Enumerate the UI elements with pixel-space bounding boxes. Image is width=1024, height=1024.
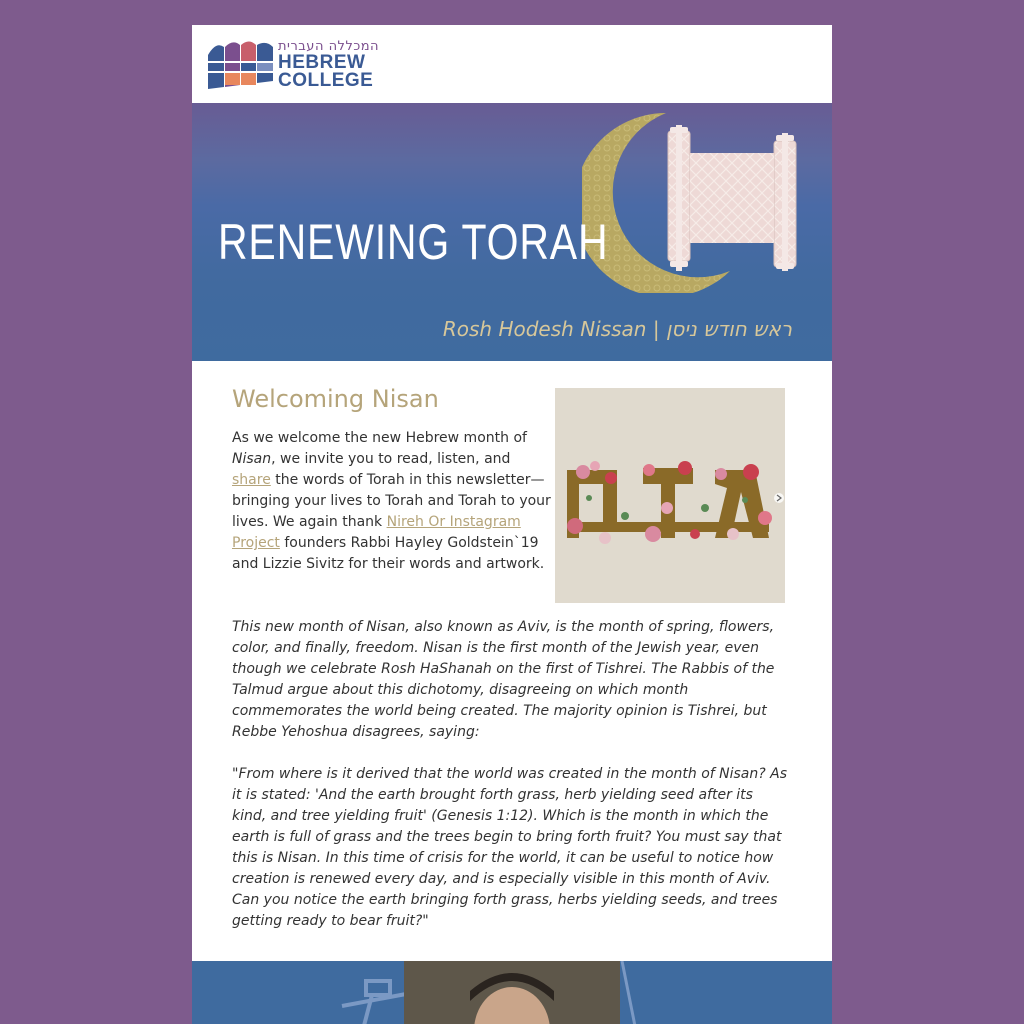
newsletter-sheet	[192, 25, 832, 1024]
intro-text-4: founders Rabbi Hayley Goldstein`19 and Lizzie Sivitz for their words and artwork.	[232, 535, 545, 572]
logo-header	[192, 25, 832, 103]
intro-paragraph	[232, 428, 552, 575]
intro-month: Nisan	[232, 451, 272, 467]
intro-text-3: the words of Torah in this newsletter—bringing your lives to Torah and Torah to your lives. We again thank	[232, 472, 551, 530]
nisan-floral-lettering-icon	[555, 388, 785, 603]
nireh-or-project-link[interactable]: Nireh Or Instagram Project	[232, 514, 521, 551]
intro-text-1: As we welcome the new Hebrew month of	[232, 430, 527, 446]
hebrew-college-logo-icon[interactable]	[208, 41, 274, 89]
logo-line-hebrew: HEBREW	[278, 52, 366, 73]
speaker-portrait	[404, 961, 620, 1024]
next-section-banner	[192, 961, 832, 1024]
share-link[interactable]: share	[232, 472, 271, 488]
moon-and-torah-scroll-icon	[582, 103, 832, 293]
banner-title: RENEWING TORAH	[218, 214, 609, 270]
logo-hebrew-text: המכללה העברית	[278, 39, 380, 54]
paragraph-quote: "From where is it derived that the world was created in the month of Nisan? As it is stated: 'And the earth brought forth grass, herb yielding seed after its kind, and tree yielding fruit' (Genesis 1:12). Which is the month in which the earth is full of grass and the trees begin to bring forth fruit? You must say that this is Nisan. In this time of crisis for the world, it can be useful to notice how creation is renewed every day, and is especially visible in this month of Aviv. Can you notice the earth bringing forth grass, herbs yielding seeds, and trees getting ready to bear fruit?"	[232, 766, 787, 929]
logo-line-college: COLLEGE	[278, 70, 374, 91]
paragraph-nisan-aviv: This new month of Nisan, also known as Aviv, is the month of spring, flowers, color, and finally, freedom. Nisan is the first month of the Jewish year, even though we celebrate Rosh HaShanah on the first of Tishrei. The Rabbis of the Talmud argue about this dichotomy, disagreeing on which month commemorates the world being created. The majority opinion is Tishrei, but Rebbe Yehoshua disagrees, saying:	[232, 619, 775, 740]
article-heading: Welcoming Nisan	[232, 385, 439, 413]
banner	[192, 103, 832, 361]
person-portrait-icon	[404, 961, 620, 1024]
banner-subtitle: Rosh Hodesh Nissan | ראש חודש ניסן	[442, 317, 792, 341]
nisan-artwork-image[interactable]	[555, 388, 785, 603]
intro-text-2: , we invite you to read, listen, and	[271, 451, 511, 467]
